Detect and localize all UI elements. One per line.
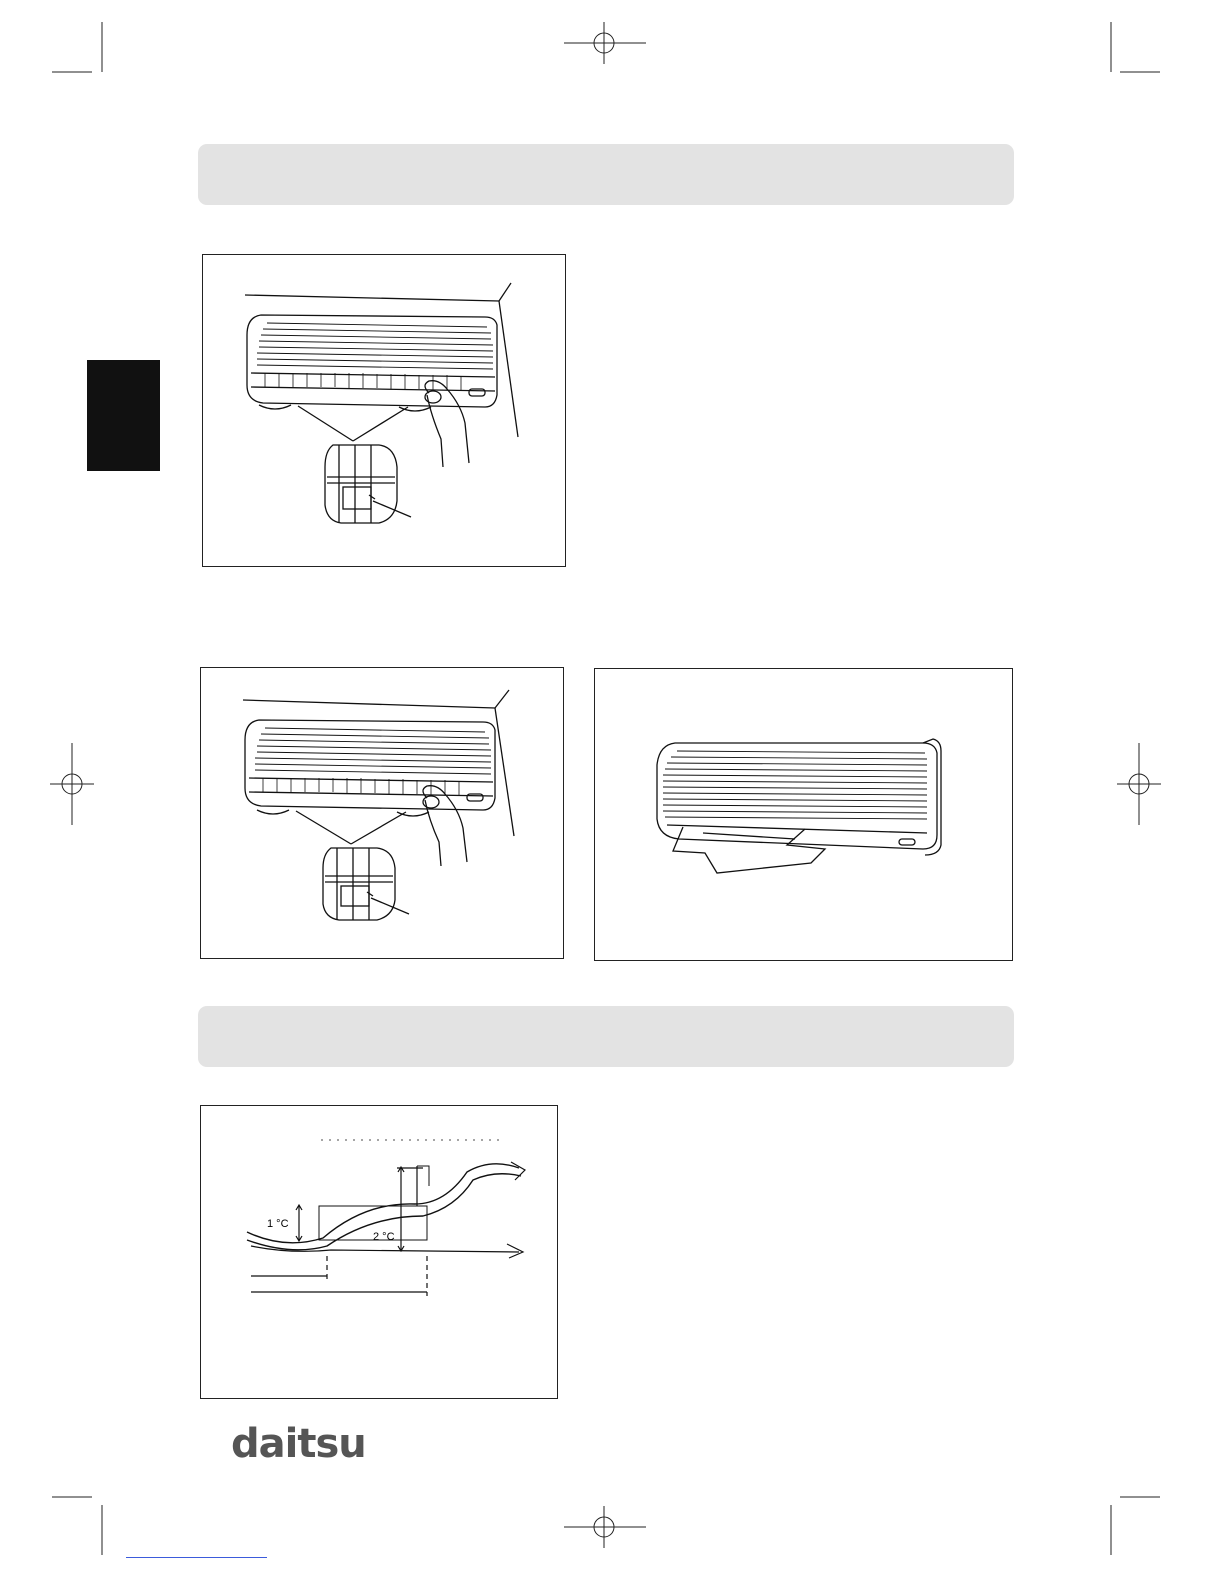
section-header-band-2 xyxy=(198,1006,1014,1067)
link-underline xyxy=(126,1557,267,1558)
figure-unit-button-press-2 xyxy=(200,667,564,959)
brand-logo: daitsu xyxy=(231,1421,366,1467)
temperature-graph-illustration xyxy=(201,1106,559,1400)
figure-temperature-graph xyxy=(200,1105,558,1399)
registration-target-left xyxy=(50,743,94,825)
section-header-band-1 xyxy=(198,144,1014,205)
registration-target-right xyxy=(1117,743,1161,825)
airflow-illustration xyxy=(595,669,1014,962)
label-2c: 2 °C xyxy=(373,1231,395,1243)
figure-unit-button-press-1 xyxy=(202,254,566,567)
unit-illustration xyxy=(203,255,567,568)
language-tab xyxy=(87,360,160,471)
figure-unit-airflow xyxy=(594,668,1013,961)
unit-illustration xyxy=(201,668,565,960)
registration-target-bottom xyxy=(564,1506,646,1548)
label-1c: 1 °C xyxy=(267,1218,289,1230)
registration-target-top xyxy=(564,22,646,64)
